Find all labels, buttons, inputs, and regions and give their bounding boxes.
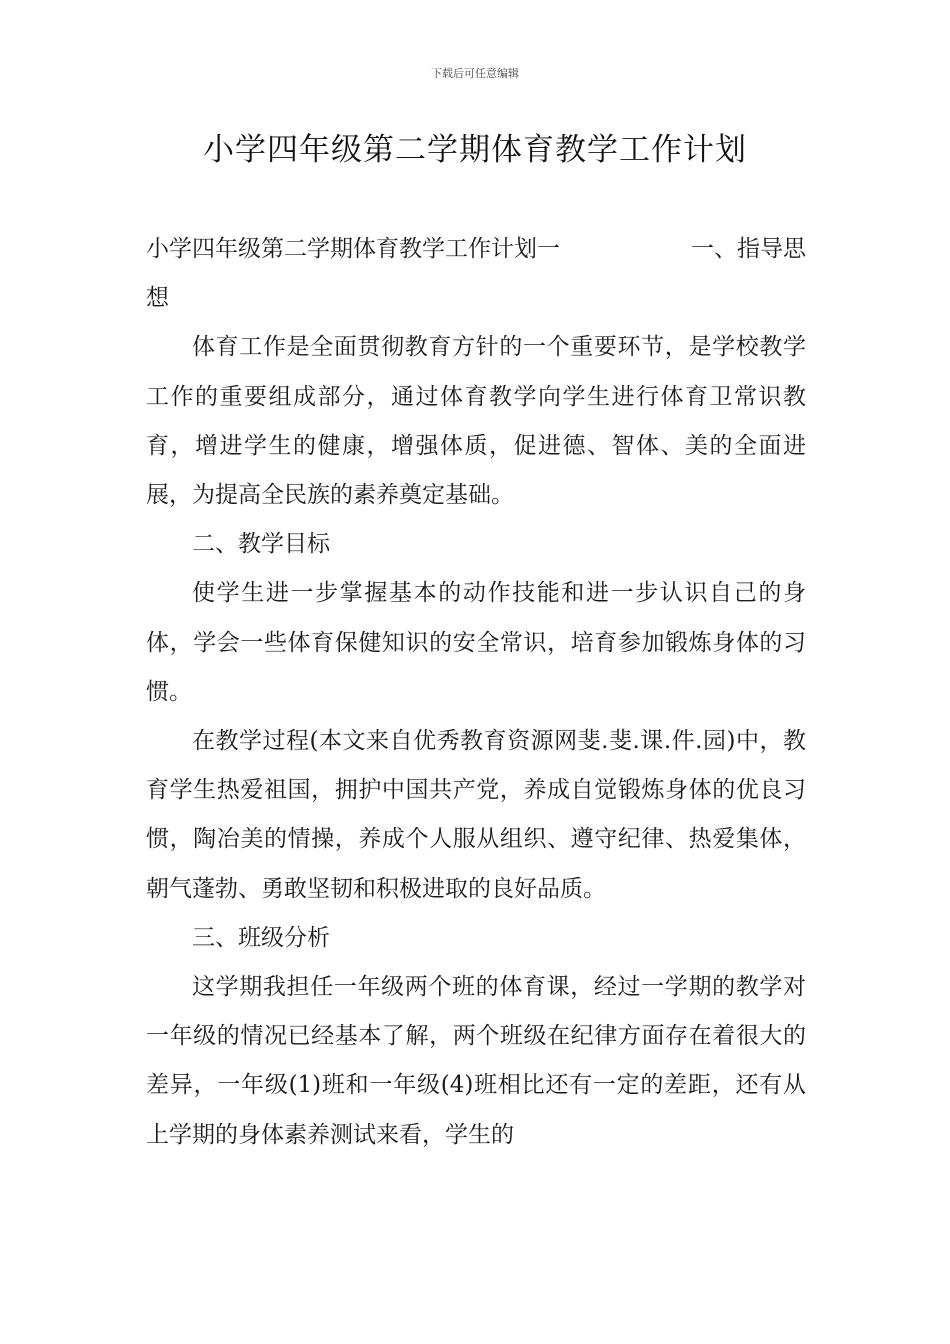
paragraph-class-analysis: 这学期我担任一年级两个班的体育课，经过一学期的教学对一年级的情况已经基本了解，两个班级在纪律方面存在着很大的差异，一年级(1)班和一年级(4)班相比还有一定的差距，还有从上学期的身体素养测试来看，学生的 [146, 974, 806, 1148]
section-heading-class-analysis: 三、班级分析 [192, 924, 330, 951]
header-note: 下载后可任意编辑 [431, 67, 519, 80]
paragraph-teaching-goals: 使学生进一步掌握基本的动作技能和进一步认识自己的身体，学会一些体育保健知识的安全常识，培育参加锻炼身体的习惯。 [146, 580, 806, 705]
intro-subtitle: 小学四年级第二学期体育教学工作计划一 [146, 236, 560, 262]
document-title: 小学四年级第二学期体育教学工作计划 [203, 132, 747, 168]
paragraph-guiding-thought: 体育工作是全面贯彻教育方针的一个重要环节，是学校教学工作的重要组成部分，通过体育教学向学生进行体育卫常识教育，增进学生的健康，增强体质，促进德、智体、美的全面进展，为提高全民族的素养奠定基础。 [146, 334, 806, 509]
document-body [146, 225, 806, 1160]
section-heading-teaching-goals: 二、教学目标 [192, 531, 330, 558]
section-heading-guiding-thought: 一、指导思 [691, 236, 806, 262]
intro-line [146, 225, 806, 274]
paragraph-teaching-process: 在教学过程(本文来自优秀教育资源网斐.斐.课.件.园)中，教育学生热爱祖国，拥护中国共产党，养成自觉锻炼身体的优良习惯，陶冶美的情操，养成个人服从组织、遵守纪律、热爱集体，朝气蓬勃、勇敢坚韧和积极进取的良好品质。 [146, 728, 806, 902]
section-heading-guiding-thought-continued: 想 [146, 285, 169, 312]
